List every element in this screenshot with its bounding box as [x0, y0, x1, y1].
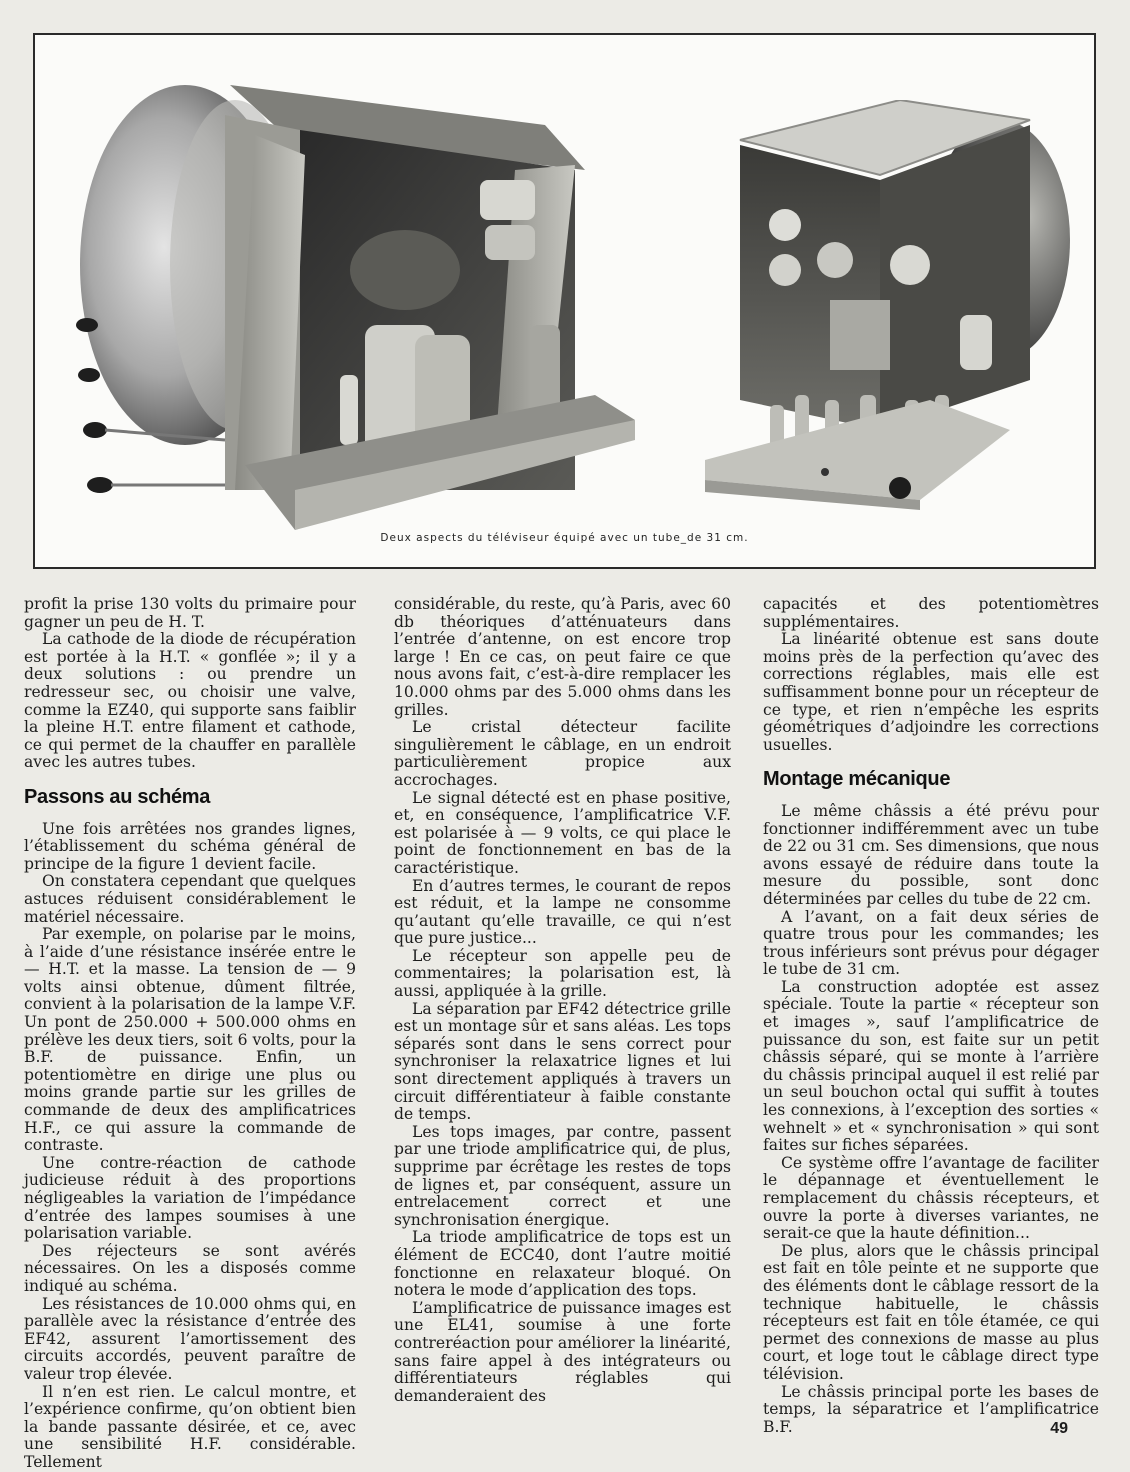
text-column-3 — [763, 596, 1099, 1436]
tv-rear-view-photo — [700, 100, 1070, 510]
section-heading: Passons au schéma — [24, 785, 211, 808]
section-heading: Montage mécanique — [763, 768, 951, 791]
tv-side-view-photo — [75, 75, 665, 530]
photo-figure — [33, 33, 1096, 569]
paragraph: A l’avant, on a fait deux séries de quatre trous pour les commandes; les trous inférieurs sont prévus pour dégager le tube de 31 cm. — [763, 907, 1099, 979]
paragraph: Des réjecteurs se sont avérés nécessaires. On les a disposés comme indiqué au schéma. — [24, 1241, 356, 1295]
paragraph: Les résistances de 10.000 ohms qui, en parallèle avec la résistance d’entrée des EF42, assurent l’amortissement des circuits accordés, peuvent paraître de valeur trop élevée. — [24, 1294, 356, 1383]
paragraph: Le même châssis a été prévu pour fonctionner indifféremment avec un tube de 22 ou 31 cm. Ses dimensions, que nous avons essayé de réduire dans toute la mesure du possible, sont donc déterminées par celles du tube de 22 cm. — [763, 801, 1099, 908]
paragraph: En d’autres termes, le courant de repos est réduit, et la lampe ne consomme qu’autant qu’elle travaille, ce qui n’est que pure justice... — [394, 876, 731, 948]
paragraph: Les tops images, par contre, passent par une triode amplificatrice qui, de plus, supprime par écrêtage les restes de tops de lignes et, par conséquent, assure un entrelacement correct et une synchronisation énergique. — [394, 1122, 731, 1229]
paragraph: Le cristal détecteur facilite singulièrement le câblage, en un endroit particulièrement propice aux accrochages. — [394, 718, 731, 789]
paragraph: Par exemple, on polarise par le moins, à l’aide d’une résistance insérée entre le — H.T. et la masse. La tension de — 9 volts ainsi obtenue, dûment filtrée, convient à la polarisation de la lampe V.F. Un pont de 250.000 + 500.000 ohms en prélève les deux tiers, soit 6 volts, pour la B.F. de puissance. Enfin, un potentiomètre en dirige une plus ou moins grande partie sur les grilles de commande de deux des amplificatrices H.F., ce qui assure la commande de contraste. — [24, 925, 356, 1155]
paragraph: Une contre-réaction de cathode judicieuse réduit à des proportions négligeables la variation de l’impédance d’entrée des lampes soumises à une polarisation variable. — [24, 1153, 356, 1243]
paragraph: profit la prise 130 volts du primaire pour gagner un peu de H. T. — [24, 595, 356, 631]
figure-caption: Deux aspects du téléviseur équipé avec un tube_de 31 cm. — [380, 532, 749, 544]
text-column-1 — [24, 596, 356, 1472]
paragraph: La construction adoptée est assez spéciale. Toute la partie « récepteur son et images », sauf l’amplificatrice de puissance du son, est faite sur un petit châssis séparé, qui se monte à l’arrière du châssis principal auquel il est relié par un seul bouchon octal qui suffit à toutes les connexions, à l’exception des sorties « wehnelt » et « synchronisation » qui sont faites sur fiches séparées. — [763, 977, 1099, 1155]
paragraph: La linéarité obtenue est sans doute moins près de la perfection qu’avec des corrections réglables, mais elle est suffisamment bonne pour un récepteur de ce type, et rien n’empêche les esprits géométriques d’adjoindre les corrections usuelles. — [763, 630, 1099, 754]
paragraph: De plus, alors que le châssis principal est fait en tôle peinte et ne supporte que des éléments dont le câblage ressort de la technique habituelle, le châssis récepteurs est fait en tôle étamée, ce qui permet des connexions de masse au plus court, et loge tout le câblage direct type télévision. — [763, 1241, 1099, 1383]
paragraph: Le récepteur son appelle peu de commentaires; la polarisation est, là aussi, appliquée à la grille. — [394, 946, 731, 1001]
paragraph: Le signal détecté est en phase positive, et, en conséquence, l’amplificatrice V.F. est polarisée à — 9 volts, ce qui place le point de fonctionnement en bas de la caractéristique. — [394, 788, 731, 877]
paragraph: Une fois arrêtées nos grandes lignes, l’établissement du schéma général de principe de la figure 1 devient facile. — [24, 819, 356, 873]
text-column-2 — [394, 596, 731, 1405]
paragraph: L’amplificatrice de puissance images est une EL41, soumise à une forte contreréaction pour améliorer la linéarité, sans faire appel à des intégrateurs ou différentiateurs réglables qui demanderaient des — [394, 1298, 731, 1405]
paragraph: On constatera cependant que quelques astuces réduisent considérablement le matériel nécessaire. — [24, 872, 356, 926]
paragraph: capacités et des potentiomètres supplémentaires. — [763, 595, 1099, 631]
page-number: 49 — [1050, 1420, 1068, 1437]
paragraph: La cathode de la diode de récupération est portée à la H.T. « gonflée »; il y a deux solutions : ou prendre un redresseur sec, ou choisir une valve, comme la EZ40, qui supporte sans faiblir la pleine H.T. entre filament et cathode, ce qui permet de la chauffer en parallèle avec les autres tubes. — [24, 630, 356, 772]
paragraph: Le châssis principal porte les bases de temps, la séparatrice et l’amplificatrice B.F. — [763, 1382, 1099, 1436]
paragraph: La séparation par EF42 détectrice grille est un montage sûr et sans aléas. Les tops séparés sont dans le sens correct pour synchroniser la relaxatrice lignes et lui sont directement appliqués à travers un circuit différentiateur à faible constante de temps. — [394, 999, 731, 1124]
paragraph: La triode amplificatrice de tops est un élément de ECC40, dont l’autre moitié fonctionne en relaxateur bloqué. On notera le mode d’application des tops. — [394, 1228, 731, 1300]
paragraph: Ce système offre l’avantage de faciliter le dépannage et éventuellement le remplacement du châssis récepteurs, et ouvre la porte à diverses variantes, ne serait-ce que la haute définition... — [763, 1153, 1099, 1243]
paragraph: Il n’en est rien. Le calcul montre, et l’expérience confirme, qu’on obtient bien la bande passante désirée, et ce, avec une sensibilité H.F. considérable. Tellement — [24, 1382, 356, 1471]
paragraph: considérable, du reste, qu’à Paris, avec 60 db théoriques d’atténuateurs dans l’entrée d’antenne, on est encore trop large ! En ce cas, on peut faire ce que nous avons fait, c’est-à-dire remplacer les 10.000 ohms par des 5.000 ohms dans les grilles. — [394, 595, 731, 719]
